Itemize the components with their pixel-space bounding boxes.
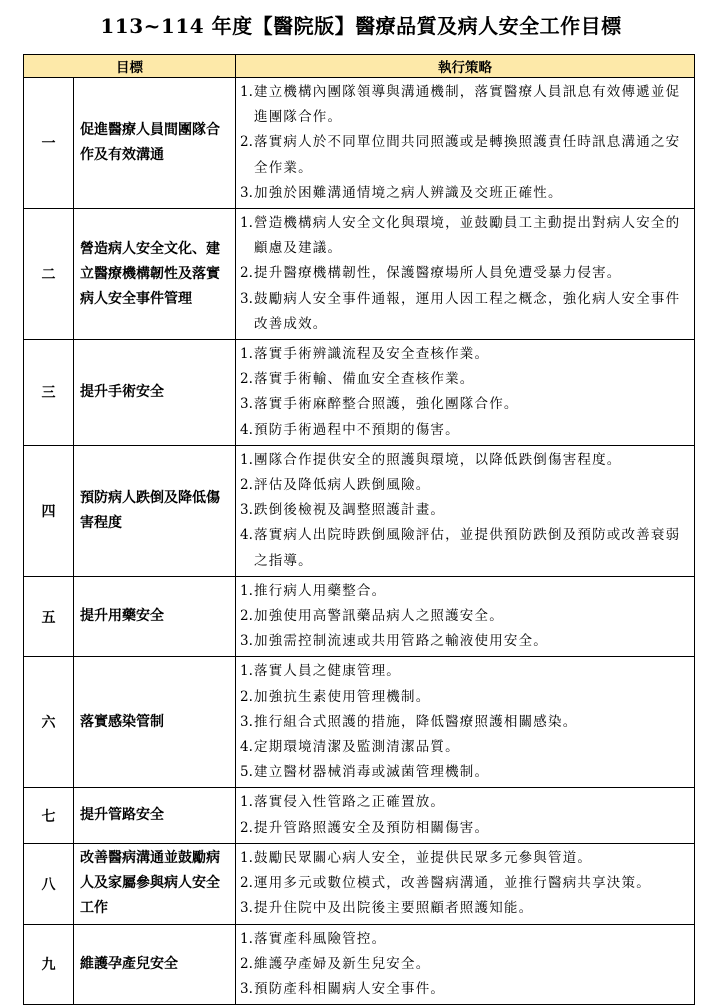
strategy-item [240,896,691,921]
strategy-item-number: 1. [240,346,253,363]
strategy-item-text: 落實人員之健康管理。 [254,663,401,680]
strategy-item [240,685,691,710]
goal-column-header: 目標 [24,55,236,78]
goal-number: 九 [24,924,74,1005]
strategy-item [240,342,691,367]
strategy-item-text: 定期環境清潔及監測清潔品質。 [254,739,460,756]
goal-text: 維護孕產兒安全 [74,924,236,1005]
strategy-item-number: 2. [240,134,253,151]
strategy-item-text: 落實侵入性管路之正確置放。 [254,794,446,811]
table-row [24,340,695,446]
strategy-item [240,816,691,841]
strategy-item-number: 3. [240,980,253,997]
strategy-item [240,287,691,337]
strategy-column-header: 執行策略 [236,55,695,78]
strategy-item-number: 2. [240,875,253,892]
strategy-item-text: 跌倒後檢視及調整照護計畫。 [254,502,446,519]
strategy-item-text: 加強使用高警訊藥品病人之照護安全。 [254,608,504,625]
strategy-item-text: 運用多元或數位模式，改善醫病溝通，並推行醫病共享決策。 [254,875,651,892]
strategy-item-number: 1. [240,215,253,232]
table-row [24,78,695,209]
table-row [24,924,695,1005]
goal-text: 促進醫療人員間團隊合作及有效溝通 [74,78,236,209]
strategy-item-number: 3. [240,396,253,413]
strategy-item [240,871,691,896]
strategy-item [240,261,691,286]
goal-number: 八 [24,843,74,924]
strategy-list [236,209,695,340]
strategy-item-text: 落實病人於不同單位間共同照護或是轉換照護責任時訊息溝通之安全作業。 [254,134,681,176]
strategy-item-text: 維護孕產婦及新生兒安全。 [254,955,431,972]
strategy-item-text: 預防手術過程中不預期的傷害。 [254,421,460,438]
strategy-list [236,340,695,446]
strategy-item [240,927,691,952]
strategy-item-text: 提升醫療機構韌性，保護醫療場所人員免遭受暴力侵害。 [254,265,622,282]
strategy-item [240,846,691,871]
strategy-item-text: 團隊合作提供安全的照護與環境，以降低跌倒傷害程度。 [254,451,622,468]
table-row [24,445,695,576]
strategy-item [240,498,691,523]
strategy-list [236,657,695,788]
strategy-item-number: 2. [240,608,253,625]
strategy-item-number: 1. [240,451,253,468]
strategy-item-number: 5. [240,764,253,781]
table-row [24,843,695,924]
strategy-item-text: 鼓勵民眾關心病人安全，並提供民眾多元參與管道。 [254,849,593,866]
goals-table [23,54,695,1005]
strategy-item [240,735,691,760]
strategy-item [240,790,691,815]
strategy-item-number: 1. [240,930,253,947]
strategy-item [240,977,691,1002]
strategy-item-number: 3. [240,633,253,650]
strategy-item [240,659,691,684]
strategy-item-number: 3. [240,713,253,730]
strategy-list [236,788,695,843]
strategy-item-number: 1. [240,663,253,680]
table-row [24,788,695,843]
goal-number: 五 [24,576,74,657]
strategy-item-number: 2. [240,265,253,282]
strategy-item-text: 預防產科相關病人安全事件。 [254,980,446,997]
strategy-item-text: 落實手術麻醉整合照護，強化團隊合作。 [254,396,519,413]
strategy-item-text: 提升管路照護安全及預防相關傷害。 [254,819,490,836]
goal-text: 提升手術安全 [74,340,236,446]
strategy-item-text: 落實手術輸、備血安全查核作業。 [254,371,475,388]
strategy-item-text: 推行病人用藥整合。 [254,582,387,599]
strategy-item-number: 3. [240,502,253,519]
strategy-list [236,78,695,209]
table-body [24,78,695,1005]
strategy-item [240,710,691,735]
strategy-item [240,604,691,629]
strategy-item-text: 建立醫材器械消毒或滅菌管理機制。 [254,764,490,781]
strategy-item [240,392,691,417]
strategy-item-number: 1. [240,849,253,866]
goal-number: 六 [24,657,74,788]
strategy-item [240,418,691,443]
strategy-item-number: 3. [240,184,253,201]
table-row [24,657,695,788]
strategy-item-number: 2. [240,371,253,388]
strategy-item-text: 評估及降低病人跌倒風險。 [254,477,431,494]
strategy-item-text: 加強抗生素使用管理機制。 [254,688,431,705]
strategy-item-text: 落實病人出院時跌倒風險評估，並提供預防跌倒及預防或改善衰弱之指導。 [254,527,681,569]
strategy-list [236,924,695,1005]
strategy-item-text: 落實產科風險管控。 [254,930,387,947]
strategy-list [236,843,695,924]
strategy-item [240,80,691,130]
strategy-item [240,211,691,261]
strategy-item [240,448,691,473]
goal-text: 提升用藥安全 [74,576,236,657]
strategy-item-number: 2. [240,477,253,494]
goal-text: 營造病人安全文化、建立醫療機構韌性及落實病人安全事件管理 [74,209,236,340]
goal-number: 二 [24,209,74,340]
strategy-item-text: 鼓勵病人安全事件通報，運用人因工程之概念，強化病人安全事件改善成效。 [254,290,681,332]
strategy-item [240,760,691,785]
page-title: 113~114 年度【醫院版】醫療品質及病人安全工作目標 [100,14,622,38]
strategy-item-text: 提升住院中及出院後主要照顧者照護知能。 [254,900,534,917]
strategy-item-text: 建立機構內團隊領導與溝通機制，落實醫療人員訊息有效傳遞並促進團隊合作。 [254,84,681,126]
goal-number: 三 [24,340,74,446]
strategy-item [240,130,691,180]
goal-text: 落實感染管制 [74,657,236,788]
strategy-item [240,181,691,206]
strategy-item-text: 落實手術辨識流程及安全查核作業。 [254,346,490,363]
table-row [24,576,695,657]
strategy-item-text: 推行組合式照護的措施，降低醫療照護相關感染。 [254,713,578,730]
strategy-item-number: 3. [240,290,253,307]
goal-number: 一 [24,78,74,209]
strategy-item [240,473,691,498]
strategy-item [240,952,691,977]
strategy-list [236,445,695,576]
strategy-item-number: 1. [240,794,253,811]
strategy-item-number: 2. [240,819,253,836]
strategy-item-text: 加強需控制流速或共用管路之輸液使用安全。 [254,633,548,650]
table-row [24,209,695,340]
goal-text: 提升管路安全 [74,788,236,843]
goal-number: 七 [24,788,74,843]
strategy-item-number: 4. [240,421,253,438]
strategy-item-number: 2. [240,688,253,705]
strategy-item-number: 4. [240,739,253,756]
strategy-item-text: 加強於困難溝通情境之病人辨識及交班正確性。 [254,184,563,201]
strategy-item [240,367,691,392]
strategy-list [236,576,695,657]
goal-number: 四 [24,445,74,576]
strategy-item-number: 1. [240,582,253,599]
table-header-row [24,55,695,78]
strategy-item [240,523,691,573]
strategy-item [240,579,691,604]
goal-text: 預防病人跌倒及降低傷害程度 [74,445,236,576]
strategy-item [240,629,691,654]
strategy-item-text: 營造機構病人安全文化與環境，並鼓勵員工主動提出對病人安全的顧慮及建議。 [254,215,681,257]
strategy-item-number: 2. [240,955,253,972]
strategy-item-number: 4. [240,527,253,544]
strategy-item-number: 3. [240,900,253,917]
goal-text: 改善醫病溝通並鼓勵病人及家屬參與病人安全工作 [74,843,236,924]
strategy-item-number: 1. [240,84,253,100]
